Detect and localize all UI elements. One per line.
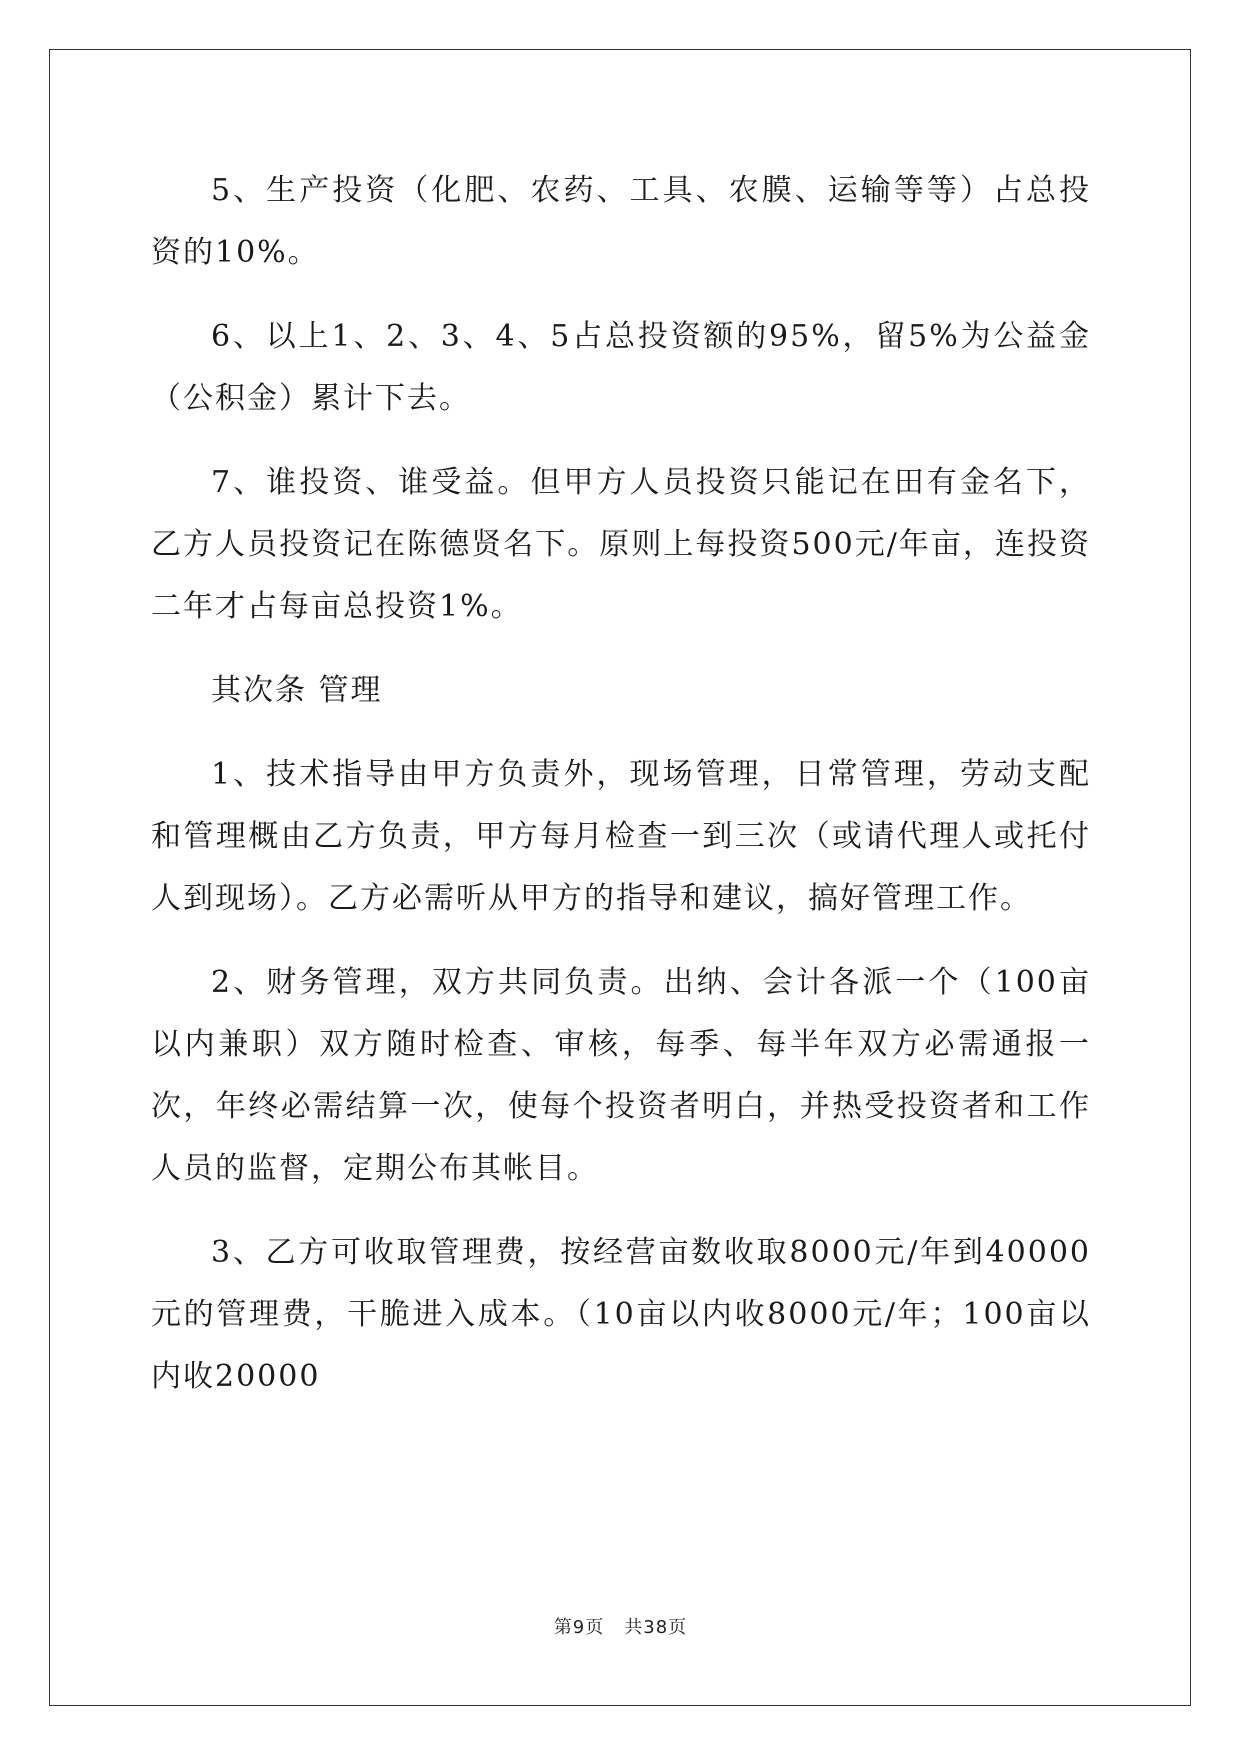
document-body bbox=[151, 160, 1091, 1430]
paragraph-management-fee: 3、乙方可收取管理费，按经营亩数收取8000元/年到40000元的管理费，干脆进入成本。（10亩以内收8000元/年；100亩以内收20000 bbox=[151, 1235, 1091, 1394]
paragraph-investor-benefit: 7、谁投资、谁受益。但甲方人员投资只能记在田有金名下，乙方人员投资记在陈德贤名下。原则上每投资500元/年亩，连投资二年才占每亩总投资1%。 bbox=[151, 465, 1091, 624]
page-total: 共38页 bbox=[624, 1617, 688, 1638]
page-number: 第9页 bbox=[553, 1617, 605, 1638]
paragraph-production-investment: 5、生产投资（化肥、农药、工具、农膜、运输等等）占总投资的10%。 bbox=[151, 173, 1091, 270]
paragraph-investment-ratio: 6、以上1、2、3、4、5占总投资额的95%，留5%为公益金（公积金）累计下去。 bbox=[151, 319, 1091, 416]
section-heading-management: 其次条 管理 bbox=[211, 673, 383, 708]
page-footer bbox=[0, 1613, 1241, 1639]
paragraph-technical-guidance: 1、技术指导由甲方负责外，现场管理，日常管理，劳动支配和管理概由乙方负责，甲方每月检查一到三次（或请代理人或托付人到现场）。乙方必需听从甲方的指导和建议，搞好管理工作。 bbox=[151, 757, 1091, 916]
paragraph-financial-management: 2、财务管理，双方共同负责。出纳、会计各派一个（100亩以内兼职）双方随时检查、审核，每季、每半年双方必需通报一次，年终必需结算一次，使每个投资者明白，并热受投资者和工作人员的监督，定期公布其帐目。 bbox=[151, 965, 1091, 1186]
